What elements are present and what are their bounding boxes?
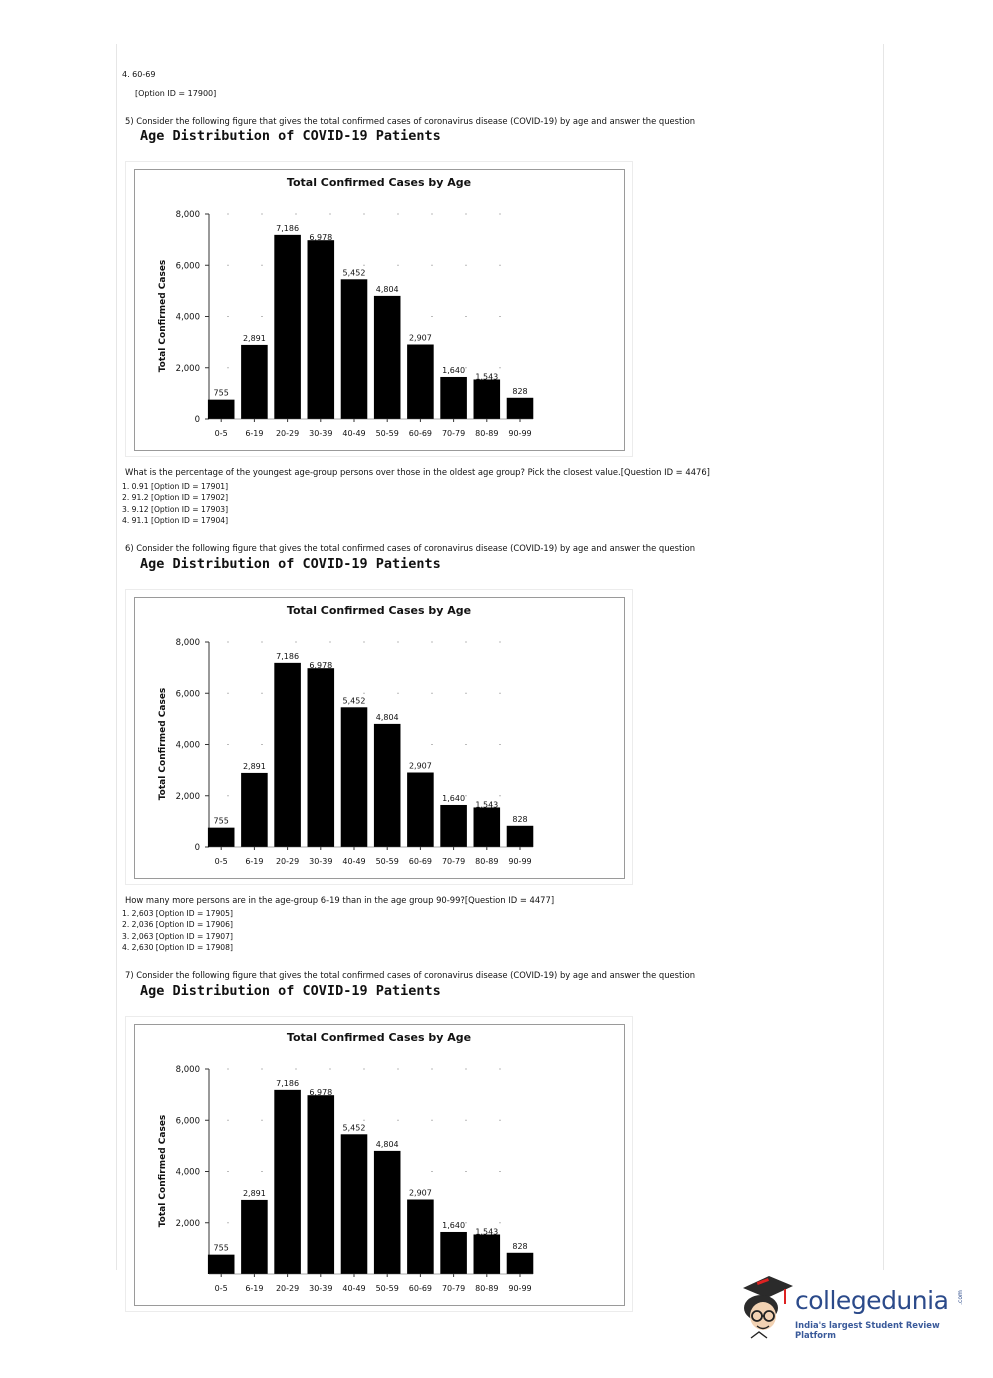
data-label: 755: [213, 388, 229, 398]
x-tick-label: 30-39: [309, 429, 333, 438]
y-axis-label: Total Confirmed Cases: [158, 1114, 168, 1228]
x-tick-label: 80-89: [475, 857, 499, 866]
data-label: 755: [213, 816, 229, 826]
bar: [407, 1200, 434, 1274]
data-label: 755: [213, 1243, 229, 1253]
bar-chart: [125, 1016, 633, 1312]
data-label: 7,186: [276, 651, 300, 661]
y-tick-label: 6,000: [175, 261, 200, 272]
x-tick-label: 0-5: [214, 1284, 228, 1293]
bar: [341, 707, 368, 847]
y-axis-label: Total Confirmed Cases: [158, 259, 168, 373]
graduate-mascot-icon: [735, 1272, 795, 1342]
y-tick-label: 2,000: [175, 363, 200, 374]
y-tick-label: 2,000: [175, 1218, 200, 1229]
x-tick-label: 6-19: [245, 429, 264, 438]
bar: [341, 279, 368, 419]
x-tick-label: 60-69: [408, 429, 433, 438]
option-item[interactable]: 2. 2,036 [Option ID = 17906]: [122, 920, 233, 930]
data-label: 1,640: [442, 1220, 466, 1230]
data-label: 4,804: [375, 1139, 399, 1149]
question-prompt: 6) Consider the following figure that gives the total confirmed cases of coronavirus disease (COVID-19) by age and answer the question: [125, 543, 696, 553]
bar: [440, 1232, 467, 1274]
x-tick-label: 0-5: [214, 857, 228, 866]
x-tick-label: 40-49: [342, 857, 366, 866]
bar: [274, 1090, 301, 1274]
data-label: 2,907: [408, 761, 432, 771]
data-label: 828: [512, 386, 528, 396]
option-item[interactable]: 4. 2,630 [Option ID = 17908]: [122, 942, 233, 952]
y-tick-label: 6,000: [175, 689, 200, 700]
bar: [374, 724, 401, 847]
bar: [474, 1234, 501, 1274]
data-label: 1,640: [442, 365, 466, 375]
option-item[interactable]: 3. 9.12 [Option ID = 17903]: [122, 504, 229, 514]
data-label: 2,891: [242, 1188, 266, 1198]
question-text: How many more persons are in the age-group 6-19 than in the age group 90-99?[Question ID = 4477]: [125, 895, 555, 905]
y-tick-label: 2,000: [175, 791, 200, 802]
x-tick-label: 70-79: [441, 857, 466, 866]
data-label: 2,891: [242, 761, 266, 771]
x-tick-label: 30-39: [309, 857, 333, 866]
x-tick-label: 50-59: [375, 429, 399, 438]
x-tick-label: 70-79: [441, 429, 466, 438]
x-tick-label: 0-5: [214, 429, 228, 438]
bar: [440, 805, 467, 847]
chart-title: Total Confirmed Cases by Age: [286, 604, 472, 617]
x-tick-label: 50-59: [375, 1284, 399, 1293]
logo-tagline: India's largest Student Review Platform: [795, 1320, 940, 1340]
options-list: [122, 481, 228, 526]
logo-wordmark: collegedunia: [795, 1286, 949, 1315]
data-label: 7,186: [276, 223, 300, 233]
x-tick-label: 50-59: [375, 857, 399, 866]
bar-chart: [125, 589, 633, 885]
bar: [241, 345, 268, 419]
x-tick-label: 60-69: [408, 857, 433, 866]
bar: [374, 296, 401, 419]
x-tick-label: 20-29: [275, 429, 300, 438]
x-tick-label: 6-19: [245, 1284, 264, 1293]
bar: [407, 773, 434, 847]
chart-title: Total Confirmed Cases by Age: [286, 176, 472, 189]
x-tick-label: 6-19: [245, 857, 264, 866]
data-label: 5,452: [342, 696, 366, 706]
bar: [274, 663, 301, 847]
y-tick-label: 8,000: [175, 1065, 200, 1075]
bar: [274, 235, 301, 419]
bar: [507, 826, 534, 847]
data-label: 1,543: [475, 800, 499, 810]
bar-chart: [125, 161, 633, 457]
y-tick-label: 6,000: [175, 1116, 200, 1127]
data-label: 6,978: [309, 661, 333, 671]
option-item[interactable]: 1. 0.91 [Option ID = 17901]: [122, 482, 229, 491]
x-tick-label: 40-49: [342, 1284, 366, 1293]
y-axis-label: Total Confirmed Cases: [158, 687, 168, 801]
bar: [208, 400, 235, 419]
x-tick-label: 80-89: [475, 1284, 499, 1293]
question-prompt: 5) Consider the following figure that gives the total confirmed cases of coronavirus disease (COVID-19) by age and answer the question: [125, 116, 696, 126]
bar: [208, 1255, 235, 1274]
data-label: 2,907: [408, 333, 432, 343]
bar: [341, 1134, 368, 1274]
data-label: 1,640: [442, 793, 466, 803]
chart-figure: [125, 589, 633, 885]
question-text: What is the percentage of the youngest age-group persons over those in the oldest age group? Pick the closest value.[Question ID = 4476]: [125, 467, 710, 477]
data-label: 1,543: [475, 372, 499, 382]
bar: [308, 1095, 335, 1274]
question-prompt: 7) Consider the following figure that gives the total confirmed cases of coronavirus disease (COVID-19) by age and answer the question: [125, 970, 696, 980]
bar: [474, 807, 501, 847]
y-tick-label: 4,000: [175, 740, 200, 751]
x-tick-label: 60-69: [408, 1284, 433, 1293]
logo-domain-suffix: .com: [956, 1290, 964, 1305]
figure-heading: Age Distribution of COVID-19 Patients: [140, 556, 441, 572]
data-label: 4,804: [375, 712, 399, 722]
option-item[interactable]: 3. 2,063 [Option ID = 17907]: [122, 931, 233, 941]
x-tick-label: 40-49: [342, 429, 366, 438]
figure-heading: Age Distribution of COVID-19 Patients: [140, 128, 441, 144]
data-label: 6,978: [309, 233, 333, 243]
bar: [308, 240, 335, 419]
bar: [308, 668, 335, 847]
x-tick-label: 20-29: [275, 1284, 300, 1293]
y-tick-label: 0: [194, 843, 200, 853]
x-tick-label: 70-79: [441, 1284, 466, 1293]
y-tick-label: 4,000: [175, 1167, 200, 1178]
bar: [241, 773, 268, 847]
option-item[interactable]: 2. 91.2 [Option ID = 17902]: [122, 493, 229, 503]
bar: [208, 828, 235, 847]
data-label: 2,891: [242, 333, 266, 343]
data-label: 6,978: [309, 1088, 333, 1098]
y-tick-label: 0: [194, 415, 200, 425]
data-label: 5,452: [342, 1123, 366, 1133]
x-tick-label: 80-89: [475, 429, 499, 438]
x-tick-label: 30-39: [309, 1284, 333, 1293]
collegedunia-logo[interactable]: [735, 1272, 965, 1342]
bar: [474, 379, 501, 419]
bar: [440, 377, 467, 419]
chart-figure: [125, 1016, 633, 1293]
chart-figure: [125, 161, 633, 457]
y-tick-label: 8,000: [175, 638, 200, 648]
option-id: [Option ID = 17900]: [135, 89, 217, 98]
x-tick-label: 20-29: [275, 857, 300, 866]
y-tick-label: 4,000: [175, 312, 200, 323]
figure-heading: Age Distribution of COVID-19 Patients: [140, 983, 441, 999]
data-label: 828: [512, 1241, 528, 1251]
data-label: 5,452: [342, 268, 366, 278]
data-label: 4,804: [375, 284, 399, 294]
x-tick-label: 90-99: [508, 429, 532, 438]
y-tick-label: 8,000: [175, 210, 200, 220]
option-item: 4. 60-69: [122, 70, 156, 79]
data-label: 1,543: [475, 1227, 499, 1237]
data-label: 828: [512, 814, 528, 824]
chart-title: Total Confirmed Cases by Age: [286, 1031, 472, 1044]
bar: [374, 1151, 401, 1274]
option-item[interactable]: 4. 91.1 [Option ID = 17904]: [122, 515, 229, 525]
option-item[interactable]: 1. 2,603 [Option ID = 17905]: [122, 909, 233, 918]
bar: [407, 345, 434, 419]
bar: [507, 1253, 534, 1274]
options-list: [122, 908, 233, 953]
x-tick-label: 90-99: [508, 857, 532, 866]
data-label: 7,186: [276, 1078, 300, 1088]
bar: [507, 398, 534, 419]
bar: [241, 1200, 268, 1274]
x-tick-label: 90-99: [508, 1284, 532, 1293]
data-label: 2,907: [408, 1188, 432, 1198]
